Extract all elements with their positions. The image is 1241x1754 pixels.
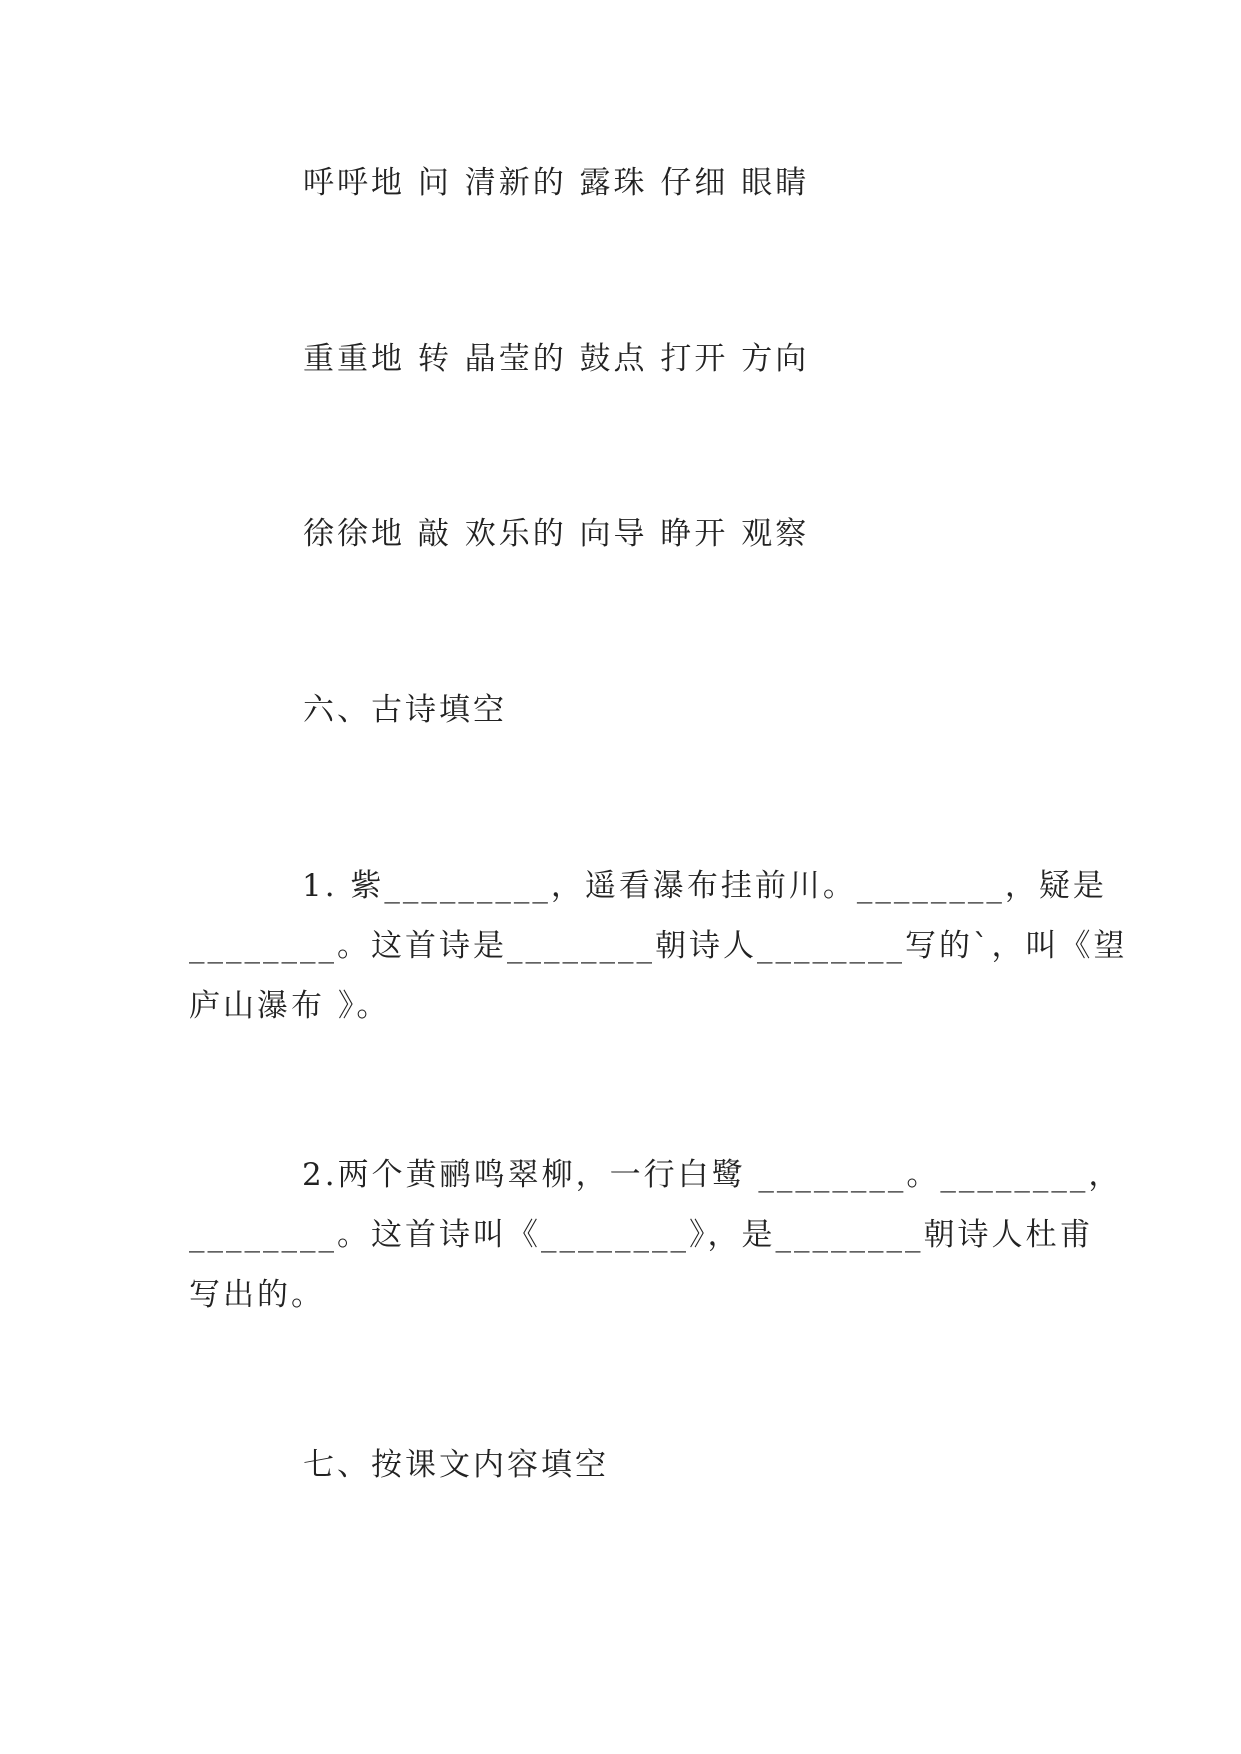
question-2-line-2: ________。这首诗叫《________》，是________朝诗人杜甫 <box>189 1217 1094 1253</box>
question-2-line-3: 写出的。 <box>189 1277 325 1313</box>
question-1-line-3: 庐山瀑布 》。 <box>189 988 391 1024</box>
section-7-heading: 七、按课文内容填空 <box>303 1447 609 1483</box>
poem-question-1 <box>189 856 1128 1036</box>
word-line-3: 徐徐地 敲 欢乐的 向导 睁开 观察 <box>303 516 810 552</box>
question-2-line-1: 2.两个黄鹂鸣翠柳，一行白鹭 ________。________， <box>302 1157 1123 1193</box>
section-6-heading: 六、古诗填空 <box>303 692 507 728</box>
poem-question-2 <box>189 1145 1123 1325</box>
question-1-line-1: 1. 紫_________，遥看瀑布挂前川。________，疑是 <box>302 868 1107 904</box>
question-1-line-2: ________。这首诗是________朝诗人________写的`，叫《望 <box>189 928 1128 964</box>
word-line-1: 呼呼地 问 清新的 露珠 仔细 眼睛 <box>303 165 810 201</box>
word-line-2: 重重地 转 晶莹的 鼓点 打开 方向 <box>303 341 810 377</box>
